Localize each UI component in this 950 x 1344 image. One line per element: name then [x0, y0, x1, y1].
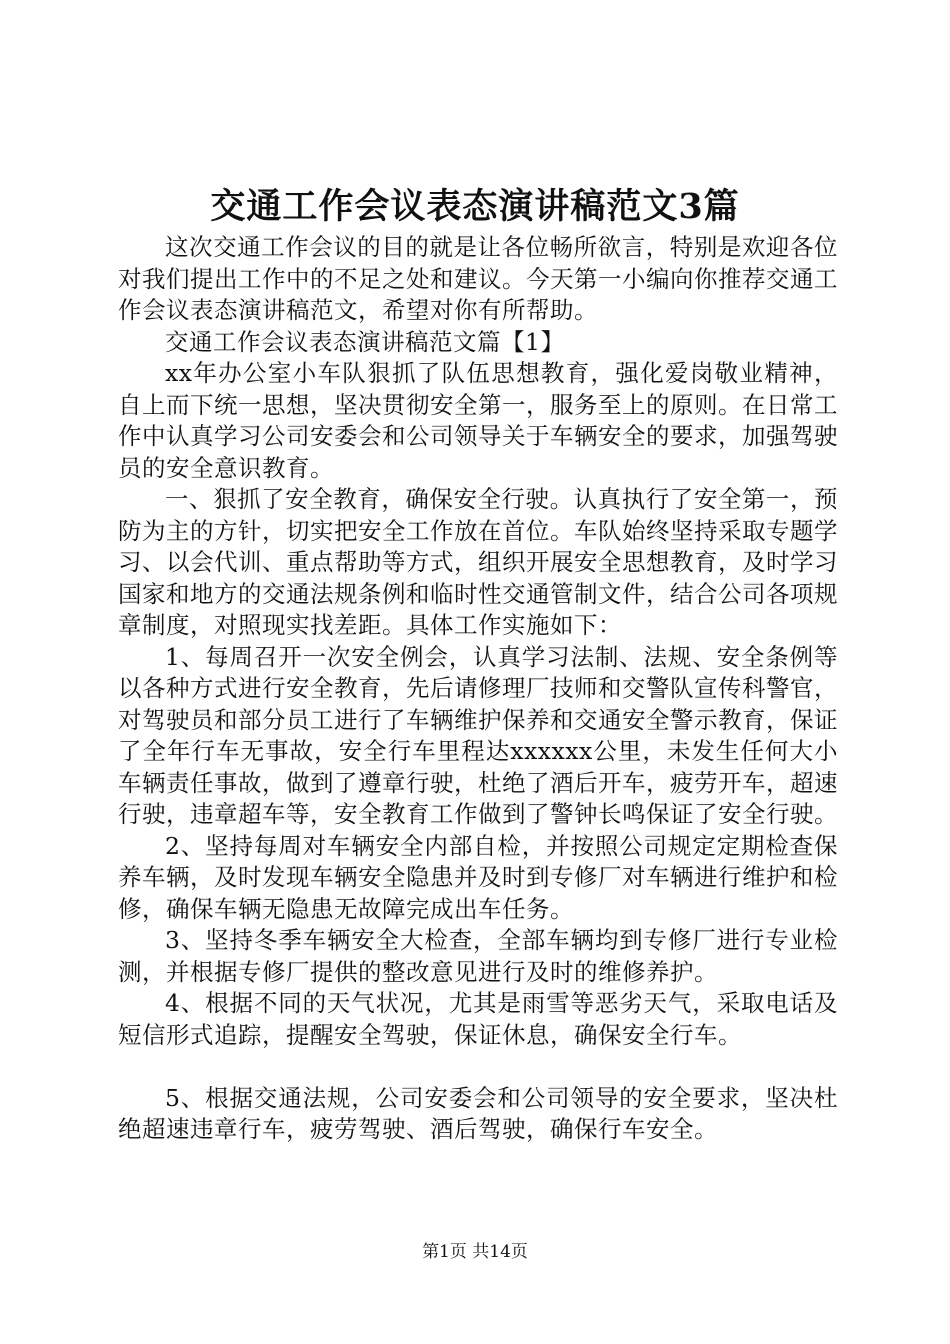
- paragraph-item-4: 4、根据不同的天气状况，尤其是雨雪等恶劣天气，采取电话及短信形式追踪，提醒安全驾驶，保证休息，确保安全行车。: [118, 989, 838, 1049]
- page-number-footer: 第1页 共14页: [422, 1242, 528, 1262]
- paragraph-item-1: 1、每周召开一次安全例会，认真学习法制、法规、安全条例等以各种方式进行安全教育，先后请修理厂技师和交警队宣传科警官，对驾驶员和部分员工进行了车辆维护保养和交通安全警示教育，保证了全年行车无事故，安全行车里程达xxxxxx公里，未发生任何大小车辆责任事故，做到了遵章行驶，杜绝了酒后开车，疲劳开车，超速行驶，违章超车等，安全教育工作做到了警钟长鸣保证了安全行驶。: [118, 642, 838, 828]
- paragraph-item-3: 3、坚持冬季车辆安全大检查，全部车辆均到专修厂进行专业检测，并根据专修厂提供的整改意见进行及时的维修养护。: [118, 926, 838, 986]
- paragraph-overview: xx年办公室小车队狠抓了队伍思想教育，强化爱岗敬业精神，自上而下统一思想，坚决贯彻安全第一，服务至上的原则。在日常工作中认真学习公司安委会和公司领导关于车辆安全的要求，加强驾驶员的安全意识教育。: [118, 359, 838, 482]
- paragraph-intro: 这次交通工作会议的目的就是让各位畅所欲言，特别是欢迎各位对我们提出工作中的不足之处和建议。今天第一小编向你推荐交通工作会议表态演讲稿范文，希望对你有所帮助。: [118, 233, 838, 324]
- paragraph-item-5: 5、根据交通法规，公司安委会和公司领导的安全要求，坚决杜绝超速违章行车，疲劳驾驶、酒后驾驶，确保行车安全。: [118, 1083, 838, 1143]
- paragraph-safety-education: 一、狠抓了安全教育，确保安全行驶。认真执行了安全第一，预防为主的方针，切实把安全工作放在首位。车队始终坚持采取专题学习、以会代训、重点帮助等方式，组织开展安全思想教育，及时学习国家和地方的交通法规条例和临时性交通管制文件，结合公司各项规章制度，对照现实找差距。具体工作实施如下：: [118, 485, 838, 639]
- document-body: [118, 232, 838, 1146]
- paragraph-item-2: 2、坚持每周对车辆安全内部自检，并按照公司规定定期检查保养车辆，及时发现车辆安全隐患并及时到专修厂对车辆进行维护和检修，确保车辆无隐患无故障完成出车任务。: [118, 831, 838, 923]
- document-title: 交通工作会议表态演讲稿范文3篇: [210, 186, 740, 227]
- section-heading: 交通工作会议表态演讲稿范文篇【1】: [165, 327, 565, 356]
